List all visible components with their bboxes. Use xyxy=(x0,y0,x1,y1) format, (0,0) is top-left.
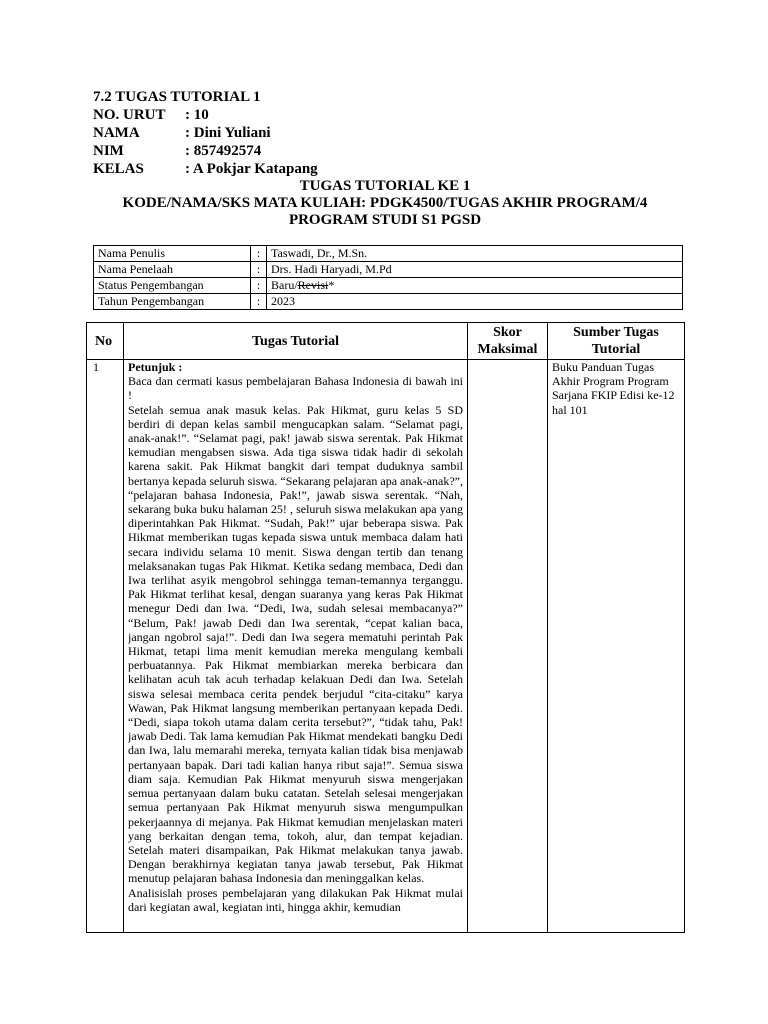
petunjuk-label: Petunjuk : xyxy=(128,360,183,374)
case-story: Setelah semua anak masuk kelas. Pak Hikmat, guru kelas 5 SD berdiri di depan kelas sambil mengucapkan salam. “Selamat pagi, anak-anak!”. “Selamat pagi, pak! jawab siswa serentak. Pak Hikmat kemudian mengabsen siswa. Ada tiga siswa tidak hadir di sekolah karena sakit. Pak Hikmat bangkit dari tempat duduknya sambil bertanya kepada seluruh siswa. “Sekarang pelajaran apa anak-anak?”, “pelajaran bahasa Indonesia, Pak!”, jawab siswa serentak. “Nah, sekarang buka buku halaman 25! , seluruh siswa melakukan apa yang diperintahkan Pak Hikmat. “Sudah, Pak!” ujar beberapa siswa. Pak Hikmat memberikan tugas kepada siswa untuk membaca dalam hati secara individu selama 10 menit. Siswa dengan tertib dan tenang melaksanakan tugas Pak Hikmat. Ketika sedang membaca, Dedi dan Iwa terlihat asyik mengobrol sehingga teman-temannya terganggu. Pak Hikmat terlihat kesal, dengan suaranya yang keras Pak Hikmat menegur Dedi dan Iwa. “Dedi, Iwa, sudah selesai membacanya?” “Belum, Pak! jawab Dedi dan Iwa serentak, “cepat kalian baca, jangan ngobrol saja!”. Dedi dan Iwa segera mematuhi perintah Pak Hikmat, tetapi lima menit kemudian mereka mengulang kembali perbuatannya. Pak Hikmat membiarkan mereka berbicara dan kelihatan acuh tak acuh terhadap kelakuan Dedi dan Iwa. Setelah siswa selesai membaca cerita pendek berjudul “cita-citaku” karya Wawan, Pak Hikmat langsung memberikan pertanyaan kepada Dedi. “Dedi, siapa tokoh utama dalam cerita tersebut?”, “tidak tahu, Pak! jawab Dedi. Tak lama kemudian Pak Hikmat mendekati bangku Dedi dan Iwa, lalu memarahi mereka, ternyata kalian tidak bisa menjawab pertanyaan bapak. Dari tadi kalian hanya ribut saja!”. Semua siswa diam saja. Kemudian Pak Hikmat menyuruh siswa mengerjakan semua pertanyaan dalam buku catatan. Setelah selesai mengerjakan semua pertanyaan Pak Hikmat menyuruh siswa mengumpulkan pekerjaannya di mejanya. Pak Hikmat kemudian menjelaskan materi yang berkaitan dengan tema, tokoh, alur, dan tempat kejadian. Setelah materi disampaikan, Pak Hikmat melakukan tanya jawab. Dengan berakhirnya kegiatan tanya jawab tersebut, Pak Hikmat menutup pelajaran bahasa Indonesia dan meninggalkan kelas. xyxy=(128,402,463,886)
meta-label: Status Pengembangan xyxy=(94,278,251,294)
info-label: NIM xyxy=(93,143,124,159)
document-title xyxy=(86,178,684,229)
meta-separator: : xyxy=(251,294,267,310)
info-label: KELAS xyxy=(93,161,144,177)
meta-separator: : xyxy=(251,278,267,294)
info-label: NAMA xyxy=(93,125,140,141)
student-info xyxy=(93,88,318,178)
meta-label: Nama Penulis xyxy=(94,246,251,262)
row-number: 1 xyxy=(87,360,124,933)
info-value: : 10 xyxy=(185,107,209,123)
task-content xyxy=(124,360,468,933)
meta-value: 2023 xyxy=(267,294,683,310)
status-asterisk: * xyxy=(328,278,335,292)
task-question: Analisislah proses pembelajaran yang dilakukan Pak Hikmat mulai dari kegiatan awal, kegiatan inti, hingga akhir, kemudian xyxy=(128,885,463,914)
col-header-tugas: Tugas Tutorial xyxy=(124,323,468,360)
table-header-row xyxy=(87,323,685,360)
meta-value: Taswadi, Dr., M.Sn. xyxy=(267,246,683,262)
meta-label: Tahun Pengembangan xyxy=(94,294,251,310)
meta-row-status xyxy=(94,278,683,294)
meta-label: Nama Penelaah xyxy=(94,262,251,278)
col-header-no: No xyxy=(87,323,124,360)
info-value: : 857492574 xyxy=(185,143,262,159)
meta-row-tahun xyxy=(94,294,683,310)
skor-cell xyxy=(468,360,548,933)
status-revisi-struck: Revisi xyxy=(297,278,329,292)
status-baru: Baru/ xyxy=(271,278,298,292)
info-value: : A Pokjar Katapang xyxy=(185,161,318,177)
meta-table xyxy=(93,245,683,310)
title-line-1: TUGAS TUTORIAL KE 1 xyxy=(299,178,471,194)
task-intro: Baca dan cermati kasus pembelajaran Bahasa Indonesia di bawah ini ! xyxy=(128,374,463,403)
col-header-skor: Skor Maksimal xyxy=(468,323,548,360)
table-row xyxy=(87,360,685,933)
task-text-block xyxy=(128,360,463,932)
meta-row-penelaah xyxy=(94,262,683,278)
info-row-no-urut xyxy=(93,106,318,124)
section-heading: 7.2 TUGAS TUTORIAL 1 xyxy=(93,89,261,105)
info-row-nim xyxy=(93,142,318,160)
sumber-cell: Buku Panduan Tugas Akhir Program Program Sarjana FKIP Edisi ke-12 hal 101 xyxy=(548,360,685,933)
title-line-3: PROGRAM STUDI S1 PGSD xyxy=(288,212,482,228)
info-value: : Dini Yuliani xyxy=(185,125,271,141)
meta-separator: : xyxy=(251,262,267,278)
info-row-kelas xyxy=(93,160,318,178)
col-header-sumber: Sumber Tugas Tutorial xyxy=(548,323,685,360)
meta-value: Drs. Hadi Haryadi, M.Pd xyxy=(267,262,683,278)
tutorial-table xyxy=(86,322,685,933)
info-row-nama xyxy=(93,124,318,142)
meta-value xyxy=(267,278,683,294)
info-label: NO. URUT xyxy=(93,107,166,123)
title-line-2: KODE/NAMA/SKS MATA KULIAH: PDGK4500/TUGAS AKHIR PROGRAM/4 xyxy=(122,195,648,211)
meta-row-penulis xyxy=(94,246,683,262)
meta-separator: : xyxy=(251,246,267,262)
